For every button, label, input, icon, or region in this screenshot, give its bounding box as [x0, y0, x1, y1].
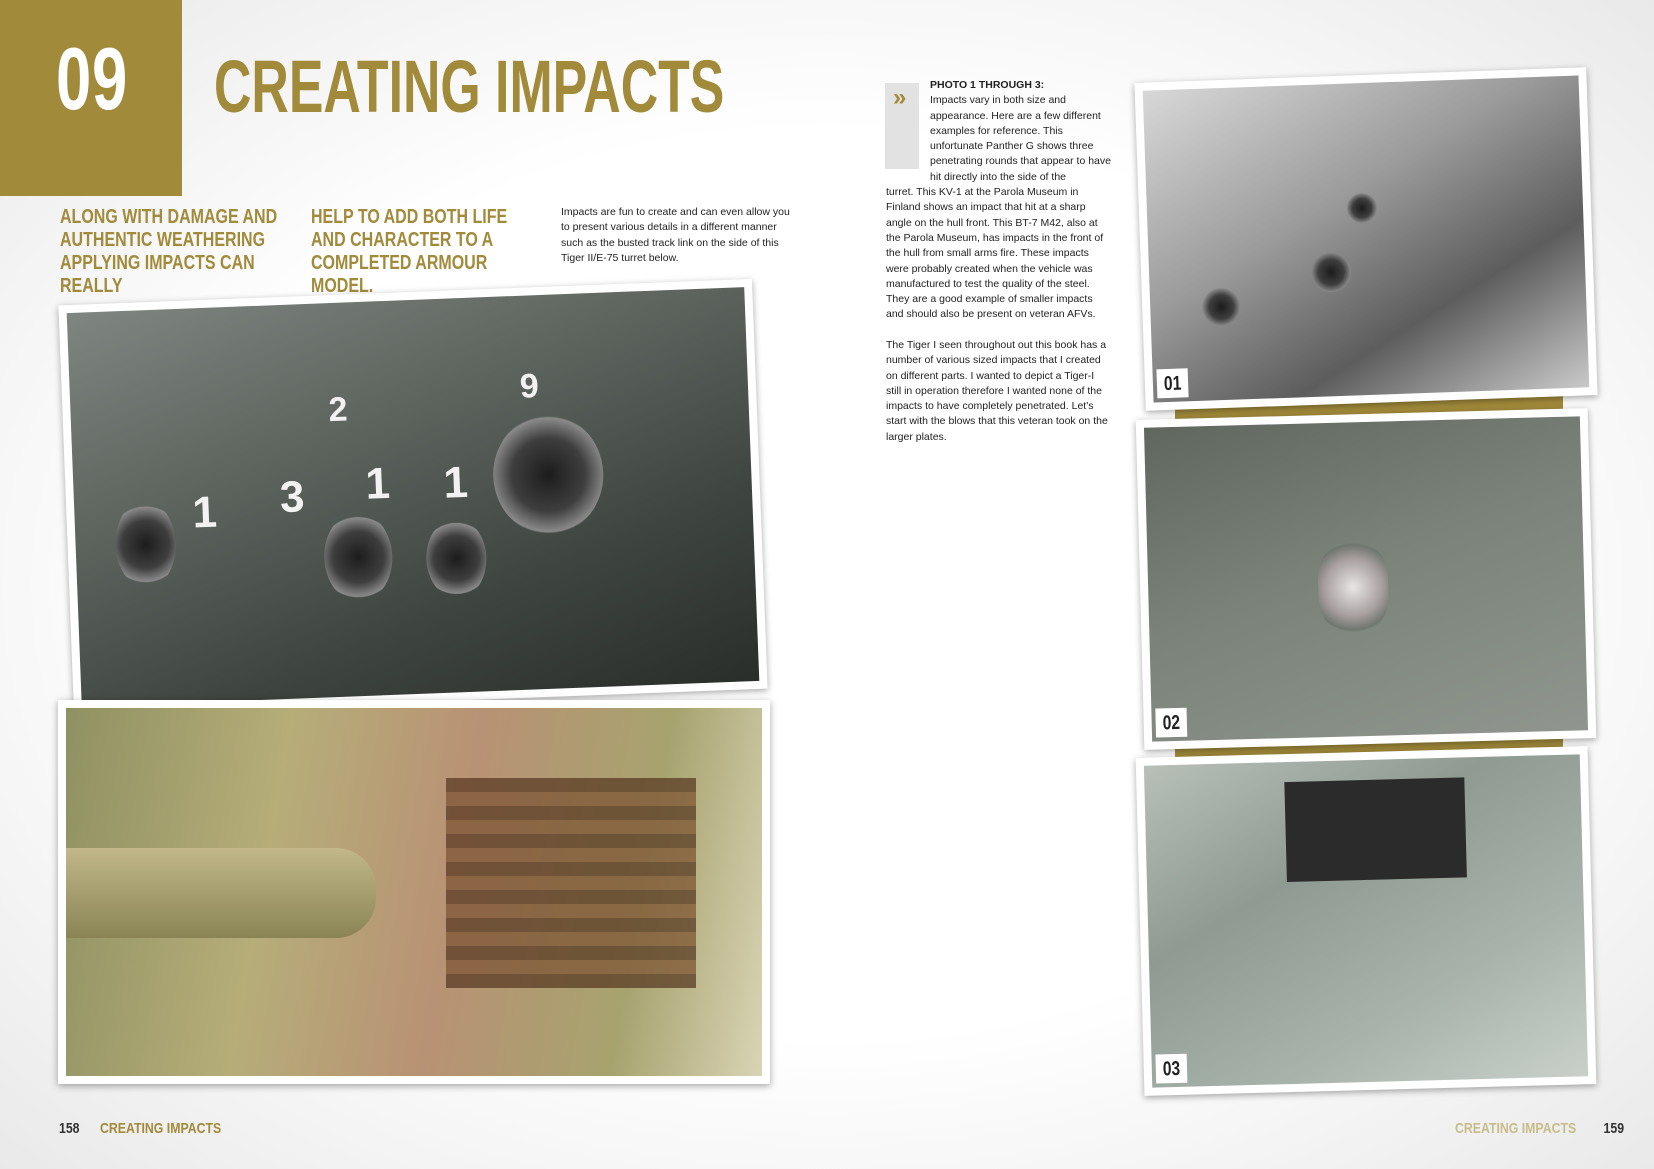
photo-turret-impacts [58, 279, 767, 715]
gun-barrel [66, 848, 376, 938]
caption-text [886, 78, 1112, 323]
turret-marking: 9 [519, 367, 540, 406]
photo-02-kv1 [1136, 408, 1596, 750]
bt7-image [1144, 754, 1588, 1087]
impact-hole [1346, 193, 1377, 224]
turret-marking: 2 [327, 390, 349, 430]
impact-hole [491, 413, 606, 537]
caption-indented-text: Impacts vary in both size and appearance. Here are a few different examples for reference. This unfortunate Panther G shows three penetrating rounds that appear to have hit directly into the side of the [930, 94, 1111, 183]
impact-gouge [1317, 541, 1389, 633]
intro-body-text: Impacts are fun to create and can even allow you to present various details in a different manner such as the busted track link on the side of this Tiger II/E-75 turret below. [561, 206, 790, 264]
chapter-number: 09 [56, 29, 128, 128]
turret-marking: 1 [364, 458, 391, 509]
intro-column-1: ALONG WITH DAMAGE AND AUTHENTIC WEATHERING APPLYING IMPACTS CAN REALLY [60, 206, 278, 297]
turret-marking: 1 [442, 457, 469, 508]
tiger-model-image [66, 708, 762, 1076]
turret-marking: 3 [278, 472, 306, 523]
page-number-right: 159 [1603, 1120, 1625, 1137]
photo-tiger-model [58, 700, 770, 1084]
impact-hole [323, 511, 394, 604]
impact-hole [114, 499, 177, 589]
page-number-left: 158 [59, 1120, 80, 1137]
impact-hole [1202, 287, 1241, 326]
photo-number: 02 [1155, 708, 1187, 738]
track-links [446, 778, 696, 988]
caption-continued-text: turret. This KV-1 at the Parola Museum in Finland shows an impact that hit at a sharp angle on the hull front. This BT-7 M42, also at the Parola Museum, has impacts in the front of the hull from small arms fire. These impacts were probably created when the vehicle was manufactured to test the quality of the steel. They are a good example of smaller impacts and should also be present on veteran AFVs. [886, 186, 1104, 321]
photo-01-panther [1134, 67, 1597, 411]
photo-03-bt7 [1136, 746, 1597, 1096]
double-chevron-icon: » [893, 84, 907, 111]
turret-image [67, 287, 760, 707]
footer-title-right: CREATING IMPACTS [1455, 1120, 1577, 1137]
caption-paragraph-2: The Tiger I seen throughout out this book has a number of various sized impacts that I created on different parts. I wanted to depict a Tiger-I still in operation therefore I wanted none of the impacts to have completely penetrated. Let's start with the blows that this veteran took on the larger plates. [886, 339, 1108, 443]
impact-hole [425, 517, 488, 599]
footer-title-left: CREATING IMPACTS [100, 1120, 222, 1137]
caption-heading: PHOTO 1 THROUGH 3: [930, 79, 1045, 91]
footer-left [59, 1120, 221, 1137]
hatch-opening [1284, 777, 1467, 882]
panther-image [1143, 75, 1590, 402]
photo-number: 01 [1156, 368, 1188, 398]
chapter-number-box [0, 0, 182, 196]
photo-number: 03 [1155, 1054, 1187, 1084]
footer-right [1455, 1120, 1624, 1137]
impact-hole [1310, 252, 1351, 293]
turret-marking: 1 [191, 487, 218, 538]
kv1-image [1144, 416, 1588, 741]
intro-column-2: HELP TO ADD BOTH LIFE AND CHARACTER TO A COMPLETED ARMOUR MODEL. [311, 206, 508, 297]
chapter-title: CREATING IMPACTS [214, 45, 725, 128]
